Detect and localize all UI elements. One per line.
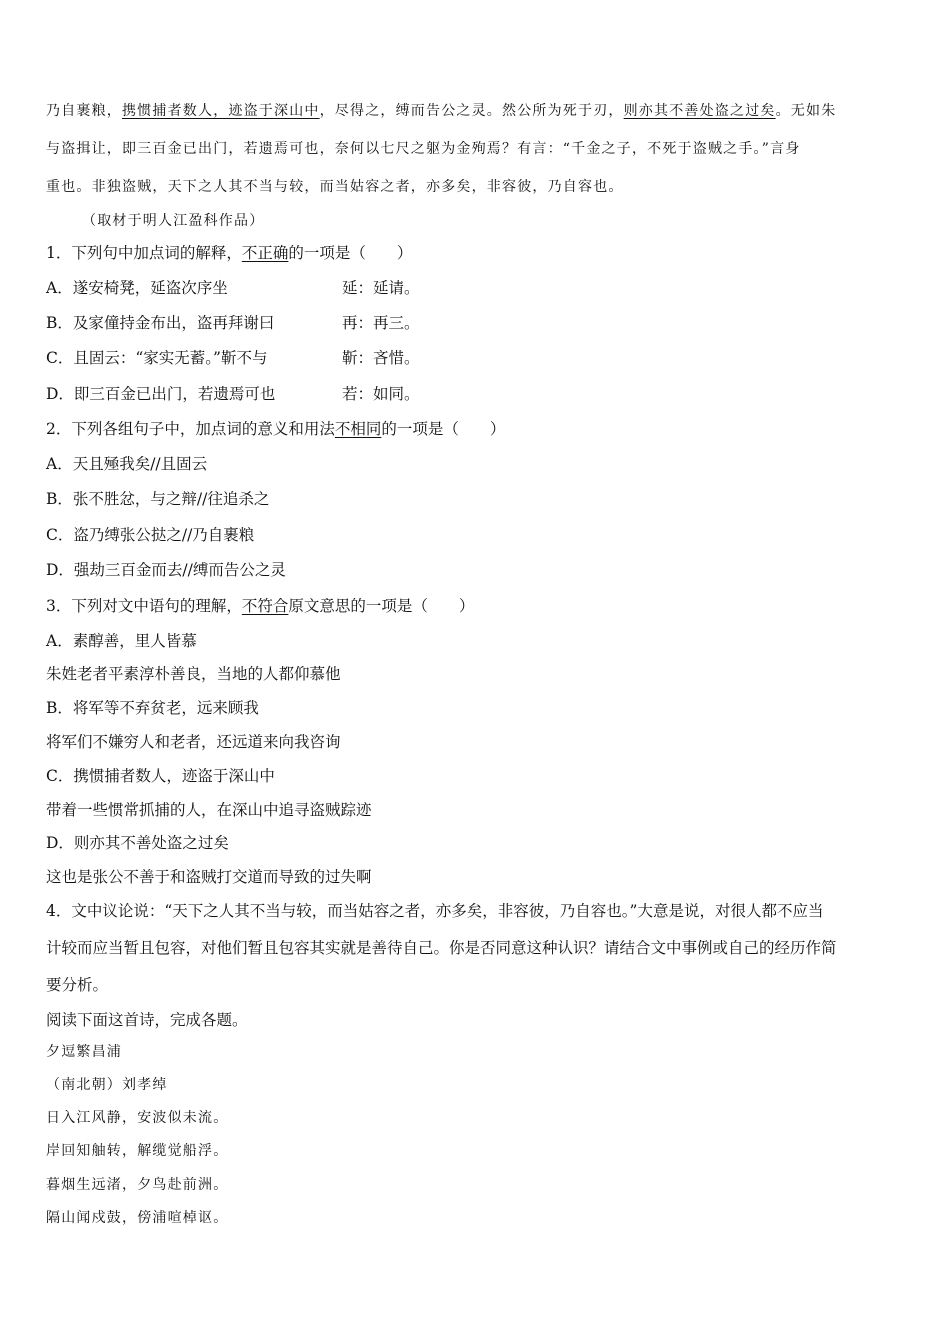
question-3-option-c: C．携惯捕者数人，迹盗于深山中 bbox=[46, 767, 275, 785]
question-2-stem: 2．下列各组句子中，加点词的意义和用法不相同的一项是（ ） bbox=[46, 420, 506, 438]
poem-title: 夕逗繁昌浦 bbox=[46, 1044, 122, 1060]
question-3-option-a: A．素醇善，里人皆慕 bbox=[46, 632, 197, 650]
question-4-line-3: 要分析。 bbox=[46, 976, 109, 994]
question-2-option-d: D．强劫三百金而去//缚而告公之灵 bbox=[46, 561, 286, 579]
passage-line-2: 与盗揖让，即三百金已出门，若遗焉可也，奈何以七尺之躯为金殉焉？有言：“千金之子，不死于盗贼之手。”言身 bbox=[46, 141, 801, 157]
question-1-option-a: A．遂安椅凳，延盗次序坐 bbox=[46, 279, 228, 297]
poem-intro: 阅读下面这首诗，完成各题。 bbox=[46, 1011, 248, 1029]
question-3-meaning-d: 这也是张公不善于和盗贼打交道而导致的过失啊 bbox=[46, 868, 372, 886]
poem-line-1: 日入江风静，安波似未流。 bbox=[46, 1110, 229, 1126]
question-1-option-d: D．即三百金已出门，若遗焉可也 bbox=[46, 385, 276, 403]
question-3-meaning-c: 带着一些惯常抓捕的人，在深山中追寻盗贼踪迹 bbox=[46, 801, 372, 819]
question-1-gloss-a: 延：延请。 bbox=[342, 279, 420, 297]
question-3-meaning-a: 朱姓老者平素淳朴善良，当地的人都仰慕他 bbox=[46, 665, 341, 683]
underlined-phrase: 则亦其不善处盗之过矣 bbox=[623, 103, 776, 119]
question-3-stem: 3．下列对文中语句的理解，不符合原文意思的一项是（ ） bbox=[46, 597, 475, 615]
poem-line-4: 隔山闻戍鼓，傍浦喧棹讴。 bbox=[46, 1210, 229, 1226]
passage-line-1: 乃自裹粮，携惯捕者数人，迹盗于深山中，尽得之，缚而告公之灵。然公所为死于刃，则亦其不善处盗之过矣。无如朱 bbox=[46, 103, 837, 119]
question-2-option-a: A．天且殛我矣//且固云 bbox=[46, 455, 208, 473]
poem-line-2: 岸回知舳转，解缆觉船浮。 bbox=[46, 1143, 229, 1159]
question-3-option-d: D．则亦其不善处盗之过矣 bbox=[46, 834, 229, 852]
question-3-meaning-b: 将军们不嫌穷人和老者，还远道来向我咨询 bbox=[46, 733, 341, 751]
question-2-option-b: B．张不胜忿，与之辩//往追杀之 bbox=[46, 490, 270, 508]
question-1-option-c: C．且固云：“家实无蓄。”靳不与 bbox=[46, 349, 268, 367]
question-1-option-b: B．及家僮持金布出，盗再拜谢曰 bbox=[46, 314, 275, 332]
question-1-stem: 1．下列句中加点词的解释，不正确的一项是（ ） bbox=[46, 244, 413, 262]
question-1-gloss-d: 若：如同。 bbox=[342, 385, 420, 403]
question-4-line-1: 4．文中议论说：“天下之人其不当与较，而当姑容之者，亦多矣，非容彼，乃自容也。”大意是说，对很人都不应当 bbox=[46, 902, 824, 920]
poem-line-3: 暮烟生远渚，夕鸟赴前洲。 bbox=[46, 1177, 229, 1193]
question-2-option-c: C．盗乃缚张公挞之//乃自裹粮 bbox=[46, 526, 255, 544]
question-3-option-b: B．将军等不弃贫老，远来顾我 bbox=[46, 699, 259, 717]
poem-author: （南北朝）刘孝绰 bbox=[46, 1077, 168, 1093]
underlined-phrase: 携惯捕者数人，迹盗于深山中 bbox=[122, 103, 320, 119]
passage-source: （取材于明人江盈科作品） bbox=[82, 213, 265, 229]
passage-line-3: 重也。非独盗贼，天下之人其不当与较，而当姑容之者，亦多矣，非容彼，乃自容也。 bbox=[46, 179, 624, 195]
question-4-line-2: 计较而应当暂且包容，对他们暂且包容其实就是善待自己。你是否同意这种认识？请结合文中事例或自己的经历作简 bbox=[46, 939, 837, 957]
question-1-gloss-c: 靳：吝惜。 bbox=[342, 349, 420, 367]
question-1-gloss-b: 再：再三。 bbox=[342, 314, 420, 332]
